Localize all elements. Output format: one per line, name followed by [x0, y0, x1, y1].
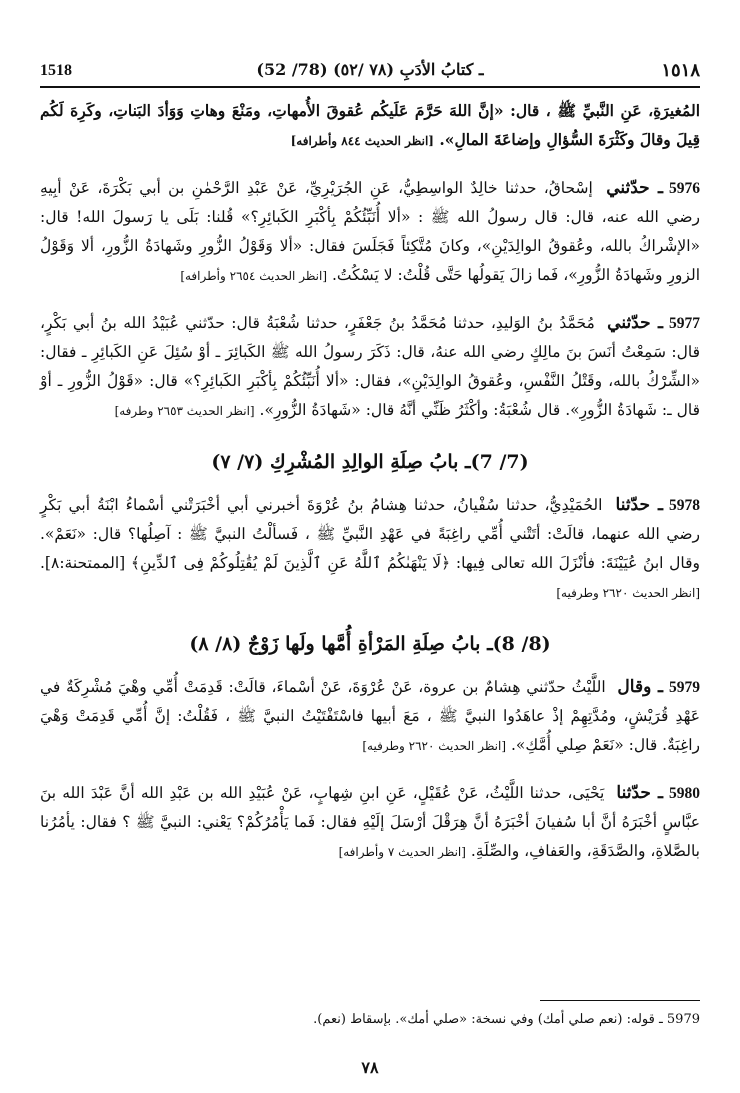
hadith-ref: [انظر الحديث ٧ وأطرافه]	[338, 845, 466, 859]
hadith-5980	[40, 779, 700, 867]
hadith-number: 5977	[668, 315, 700, 332]
page-header	[40, 56, 700, 88]
hadith-text: الحُمَيْدِيُّ، حدثنا سُفْيانُ، حدثنا هِشامُ بنُ عُرْوَةَ أخبرني أبي أخْبَرَتْني أسْماءُ ابْنَةُ أبي بَكْرٍ رضي الله عنهما، قالَتْ: أتَتْني أُمِّي راغِبَةً في عَهْدِ النَّبيِّ ﷺ ، فَسألْتُ النبيَّ ﷺ : آصِلُها؟ قال: «نَعَمْ». وقال ابنُ عُيَيْنَةَ: فأنْزَلَ الله تعالى فِيها: ﴿لَا يَنْهَىٰكُمُ ٱللَّهُ عَنِ ٱلَّذِينَ لَمْ يُقَٰتِلُوكُمْ فِى ٱلدِّينِ﴾ [الممتحنة:٨].	[40, 496, 700, 572]
hadith-ref: [انظر الحديث ٢٦٥٤ وأطرافه]	[180, 269, 328, 283]
hadith-ref: [انظر الحديث ٢٦٥٣ وطرفه]	[114, 404, 255, 418]
hadith-number: 5980	[669, 785, 700, 802]
hadith-number: 5978	[669, 497, 700, 514]
page-number-bottom: ٧٨	[361, 1058, 379, 1077]
hadith-5979	[40, 673, 700, 761]
hadith-ref: [انظر الحديث ٢٦٢٠ وطرفيه]	[556, 586, 700, 600]
hadith-number: 5979	[669, 679, 700, 696]
hadith-label: ـ حدّثنا	[616, 783, 663, 803]
intro-text: المُغيرَةِ، عَنِ النَّبيِّ ﷺ ، قال: «إنَّ اللهَ حَرَّمَ عَلَيكُم عُقوقَ الأُمهاتِ، ومَنْعَ وهاتِ وَوَأدَ البَناتِ، وكَرِهَ لَكُم قِيلَ وقالَ وكَثْرَةَ السُّؤالِ وإضاعَةَ المالِ».	[40, 101, 700, 149]
page-number-arabic: ١٥١٨	[661, 60, 700, 81]
hadith-text: إسْحاقُ، حدثنا خالِدٌ الواسِطِيُّ، عَنِ الجُرَيْرِيِّ، عَنْ عَبْدِ الرَّحْمٰنِ بن أبي بَكْرَةَ، عَنْ أبِيهِ رضي الله عنه، قال: قال رسولُ الله ﷺ : «ألا أُنَبِّئُكُمْ بِأكْبَرِ الكَبائِرِ؟» قُلنا: بَلَى يا رَسولَ الله! قال: «الإشْراكُ بالله، وعُقوقُ الوالِدَيْنِ»، وكانَ مُتَّكِئاً فَجَلَسَ فقال: «ألا وَقَوْلُ الزُّورِ وشَهادَةُ الزُّورِ، ألا وَقَوْلُ الزورِ وشَهادَةُ الزُّورِ»، فَما زالَ يَقولُها حَتَّى قُلْتُ: لا يَسْكُتُ.	[40, 179, 700, 284]
intro-paragraph	[40, 96, 700, 156]
hadith-label: ـ حدّثنا	[615, 495, 663, 515]
hadith-5976	[40, 174, 700, 291]
hadith-text: اللَّيْثُ حدّثني هِشامٌ بن عروة، عَنْ عُرْوَةَ، عَنْ أسْماءَ، قالَتْ: قَدِمَتْ أُمِّي وهْيَ مُشْرِكَةٌ في عَهْدِ قُرَيْشٍ، ومُدَّتِهِمْ إذْ عاهَدُوا النبيَّ ﷺ ، مَعَ أبيها فاسْتَفْتَيْتُ النبيَّ ﷺ ، فَقُلْتُ: إنَّ أُمِّي قَدِمَتْ وَهْيَ راغِبَةٌ. قال: «نَعَمْ صِلي أُمَّكِ».	[40, 678, 700, 754]
running-title: (52 /78) ـ كتابُ الأدَبِ (٧٨ /٥٢)	[256, 60, 484, 79]
page-body	[40, 96, 700, 877]
footnote-divider	[540, 1000, 700, 1001]
page-number-latin: 1518	[40, 62, 72, 79]
hadith-label: ـ وقال	[617, 677, 663, 697]
chapter-heading-8: (8/ 8)ـ بابُ صِلَةِ المَرْأةِ أُمَّها ولَها زَوْجٌ (٨/ ٨)	[189, 633, 551, 655]
hadith-5977	[40, 309, 700, 426]
hadith-text: يَحْيَى، حدثنا اللَّيْثُ، عَنْ عُقَيْلٍ، عَنِ ابنِ شِهابٍ، عَنْ عُبَيْدِ الله بن عَبْدِ الله أنَّ عَبْدَ الله بنَ عبَّاسٍ أخْبَرَهُ أنَّ أبا سُفيانَ أخْبَرَهُ أنَّ هِرَقْلَ أرْسَلَ إلَيْهِ فقال: فَما يَأْمُرُكُمْ؟ يَعْني: النبيَّ ﷺ ؟ فقال: يأمُرُنا بالصَّلاةِ، والصَّدَقَةِ، والعَفافِ، والصِّلَةِ.	[40, 784, 700, 860]
hadith-text: مُحَمَّدُ بنُ الوَليدِ، حدثنا مُحَمَّدُ بنُ جَعْفَرٍ، حدثنا شُعْبَةُ قال: حدّثني عُبَيْدُ الله بنُ أبي بَكْرٍ، قال: سَمِعْتُ أنَسَ بنَ مالِكٍ رضي الله عنهُ، قال: ذَكَرَ رسولُ الله ﷺ الكَبائِرَ ـ أوْ سُئِلَ عَنِ الكَبائِرِ ـ فقال: «الشِّرْكُ بالله، وقَتْلُ النَّفْسِ، وعُقوقُ الوالِدَيْنِ»، فقال: «ألا أُنَبِّئُكُمْ بِأكْبَرِ الكَبائِرِ؟» قال: «قَوْلُ الزُّورِ ـ أوْ قال ـ: شَهادَةُ الزُّورِ». قال شُعْبَةُ: وأكْثَرُ ظَنِّي أنَّهُ قال: «شَهادَةُ الزُّورِ».	[40, 314, 700, 419]
intro-ref: [انظر الحديث ٨٤٤ وأطرافه]	[290, 134, 434, 148]
footnote: 5979 ـ قوله: (نعم صلي أمك) وفي نسخة: «صلي أمك». بإسقاط (نعم).	[313, 1012, 700, 1027]
chapter-heading-7: (7/ 7)ـ بابُ صِلَةِ الوالِدِ المُشْرِكِ (٧/ ٧)	[211, 451, 529, 473]
hadith-number: 5976	[669, 180, 700, 197]
hadith-5978	[40, 491, 700, 608]
hadith-label: ـ حدّثني	[606, 178, 663, 198]
hadith-label: ـ حدّثني	[607, 313, 663, 333]
hadith-ref: [انظر الحديث ٢٦٢٠ وطرفيه]	[362, 739, 507, 753]
